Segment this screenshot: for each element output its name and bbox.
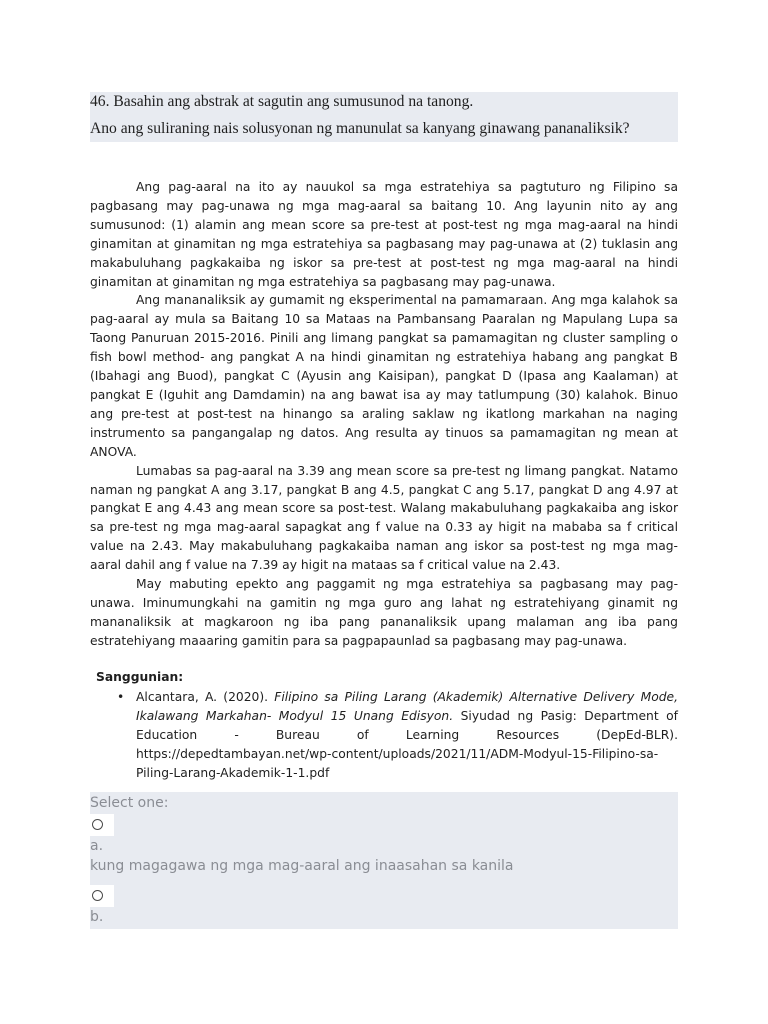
option-b-letter[interactable]: b. (90, 909, 104, 925)
question-text: Ano ang suliraning nais solusyonan ng manunulat sa kanyang ginawang pananaliksik? (90, 120, 630, 137)
abstract-paragraph: May mabuting epekto ang paggamit ng mga estratehiya sa pagbasang may pag-unawa. Iminumungkahi na gamitin ng mga guro ang lahat ng estratehiyang ginamit ng mananaliksik at magkaroon ng iba pang pananaliksik upang malaman ang iba pang estratehiyang maaaring gamitin para sa pagpapaunlad sa pagbasang may pag-unawa. (90, 577, 678, 648)
radio-icon[interactable] (92, 819, 103, 830)
reference-item (117, 688, 678, 783)
question-header (90, 92, 678, 142)
option-b-radio-box[interactable] (90, 885, 114, 907)
reference-details: Siyudad ng Pasig: Department of Education - Bureau of Learning Resources (DepEd-BLR). https://depedtambayan.net/wp-content/uploads/2021/11/ADM-Modyul-15-Filipino-sa-Piling-Larang-Akademik-1-1.pdf (136, 708, 678, 780)
reference-title: Filipino sa Piling Larang (Akademik) Alternative Delivery Mode, Ikalawang Markahan- Modyul 15 Unang Edisyon. (136, 690, 678, 723)
option-a-letter[interactable]: a. (90, 838, 104, 854)
radio-icon[interactable] (92, 890, 103, 901)
select-one-label: Select one: (90, 795, 169, 811)
bullet-icon: • (117, 690, 125, 704)
abstract-paragraph: Ang mananaliksik ay gumamit ng eksperimental na pamamaraan. Ang mga kalahok sa pag-aaral ay mula sa Baitang 10 sa Mataas na Pambansang Paaralan ng Mapulang Lupa sa Taong Panuruan 2015-2016. Pinili ang limang pangkat sa pamamagitan ng cluster sampling o fish bowl method- ang pangkat A na hindi ginamitan ng estratehiya habang ang pangkat B (Ibahagi ang Buod), pangkat C (Ayusin ang Kaisipan), pangkat D (Ipasa ang Kaalaman) at pangkat E (Iguhit ang Damdamin) na ang bawat isa ay may tatlumpung (30) kalahok. Binuo ang pre-test at post-test na hinango sa araling saklaw ng ikatlong markahan na naging instrumento sa pangangalap ng datos. Ang resulta ay tinuos sa pamamagitan ng mean at ANOVA. (90, 293, 678, 459)
abstract-body (90, 178, 678, 651)
question-number-line: 46. Basahin ang abstrak at sagutin ang sumusunod na tanong. (90, 93, 474, 110)
answer-panel (90, 792, 678, 929)
option-a-radio-box[interactable] (90, 814, 114, 836)
abstract-paragraph: Lumabas sa pag-aaral na 3.39 ang mean score sa pre-test ng limang pangkat. Natamo naman ng pangkat A ang 3.17, pangkat B ang 4.5, pangkat C ang 5.17, pangkat D ang 4.97 at pangkat E ang 4.43 ang mean score sa post-test. Walang makabuluhang pagkakaiba ang iskor sa pre-test ng mga mag-aaral sapagkat ang f value na 0.33 ay higit na mababa sa f critical value na 2.43. May makabuluhang pagkakaiba naman ang iskor sa post-test ng mga mag-aaral dahil ang f value na 7.39 ay higit na mataas sa f critical value na 2.43. (90, 463, 678, 573)
references-list (117, 688, 678, 783)
references-heading: Sanggunian: (96, 670, 184, 684)
abstract-paragraph: Ang pag-aaral na ito ay nauukol sa mga estratehiya sa pagtuturo ng Filipino sa pagbasang may pag-unawa ng mga mag-aaral sa baitang 10. Ang layunin nito ay ang sumusunod: (1) alamin ang mean score sa pre-test at post-test ng mga mag-aaral na hindi ginamitan at ginamitan ng mga estratehiya sa pagbasang may pag-unawa at (2) tuklasin ang makabuluhang pagkakaiba ng iskor sa pre-test at post-test ng mga mag-aaral na hindi ginamitan at ginamitan ng mga estratehiya sa pagbasang may pag-unawa. (90, 180, 678, 289)
reference-author: Alcantara, A. (2020). (136, 690, 275, 704)
option-a-text[interactable]: kung magagawa ng mga mag-aaral ang inaasahan sa kanila (90, 858, 514, 874)
